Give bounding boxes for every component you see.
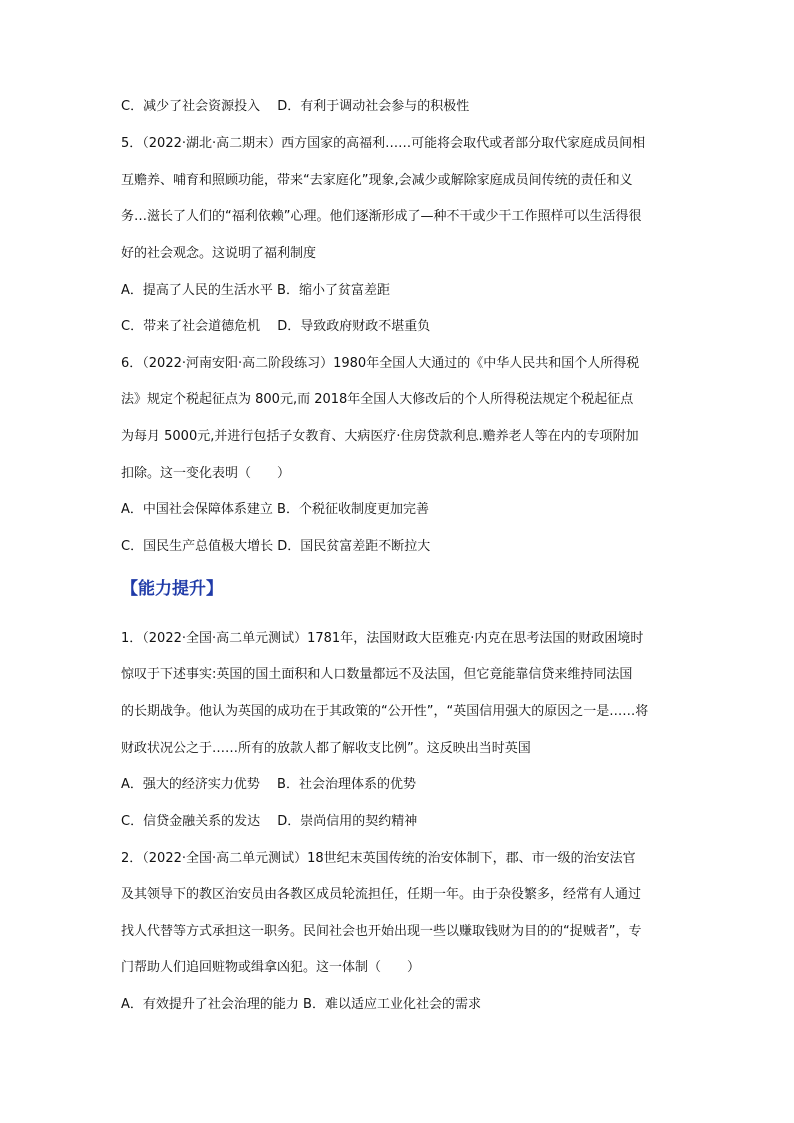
text-line: 的长期战争。他认为英国的成功在于其政策的“公开性”，“英国信用强大的原因之一是……将: [121, 704, 649, 719]
text-line: A．中国社会保障体系建立 B．个税征收制度更加完善: [121, 502, 429, 517]
text-line: 互赡养、哺育和照顾功能，带来“去家庭化”现象,会减少或解除家庭成员间传统的责任和义: [121, 173, 633, 188]
text-line: C．国民生产总值极大增长 D．国民贫富差距不断拉大: [121, 539, 431, 554]
text-line: C．带来了社会道德危机 D．导致政府财政不堪重负: [121, 319, 431, 334]
text-line: 6．（2022·河南安阳·高二阶段练习）1980年全国人大通过的《中华人民共和国个人所得税: [121, 356, 640, 371]
text-line: 法》规定个税起征点为 800元,而 2018年全国人大修改后的个人所得税法规定个税起征点: [121, 392, 634, 407]
text-line: A．强大的经济实力优势 B．社会治理体系的优势: [121, 777, 416, 792]
text-line: 务…滋长了人们的“福利依赖”心理。他们逐渐形成了—种不干或少干工作照样可以生活得很: [121, 209, 642, 224]
text-line: 扣除。这一变化表明（ ）: [121, 466, 291, 481]
text-line: 5．（2022·湖北·高二期末）西方国家的高福利……可能将会取代或者部分取代家庭成员间相: [121, 136, 646, 151]
text-line: 财政状况公之于……所有的放款人都了解收支比例”。这反映出当时英国: [121, 741, 531, 756]
text-line: 好的社会观念。这说明了福利制度: [121, 246, 317, 261]
text-line: 2．（2022·全国·高二单元测试）18世纪末英国传统的治安体制下，郡、市一级的治安法官: [121, 851, 636, 866]
text-line: A．有效提升了社会治理的能力 B．难以适应工业化社会的需求: [121, 997, 481, 1012]
section-heading: 【能力提升】: [121, 579, 223, 599]
text-line: C．减少了社会资源投入 D．有利于调动社会参与的积极性: [121, 99, 470, 114]
text-line: 门帮助人们追回赃物或缉拿凶犯。这一体制（ ）: [121, 960, 421, 975]
text-line: 找人代替等方式承担这一职务。民间社会也开始出现一些以赚取钱财为目的的“捉贼者”，专: [121, 924, 642, 939]
text-line: 及其领导下的教区治安员由各教区成员轮流担任，任期一年。由于杂役繁多，经常有人通过: [121, 887, 642, 902]
text-line: 1．（2022·全国·高二单元测试）1781年，法国财政大臣雅克·内克在思考法国的财政困境时: [121, 631, 644, 646]
text-line: C．信贷金融关系的发达 D．崇尚信用的契约精神: [121, 814, 418, 829]
text-line: 惊叹于下述事实:英国的国土面积和人口数量都远不及法国，但它竟能靠信贷来维持同法国: [121, 667, 633, 682]
text-line: 为每月 5000元,并进行包括子女教育、大病医疗·住房贷款利息.赡养老人等在内的专项附加: [121, 429, 639, 444]
text-line: A．提高了人民的生活水平 B．缩小了贫富差距: [121, 283, 390, 298]
